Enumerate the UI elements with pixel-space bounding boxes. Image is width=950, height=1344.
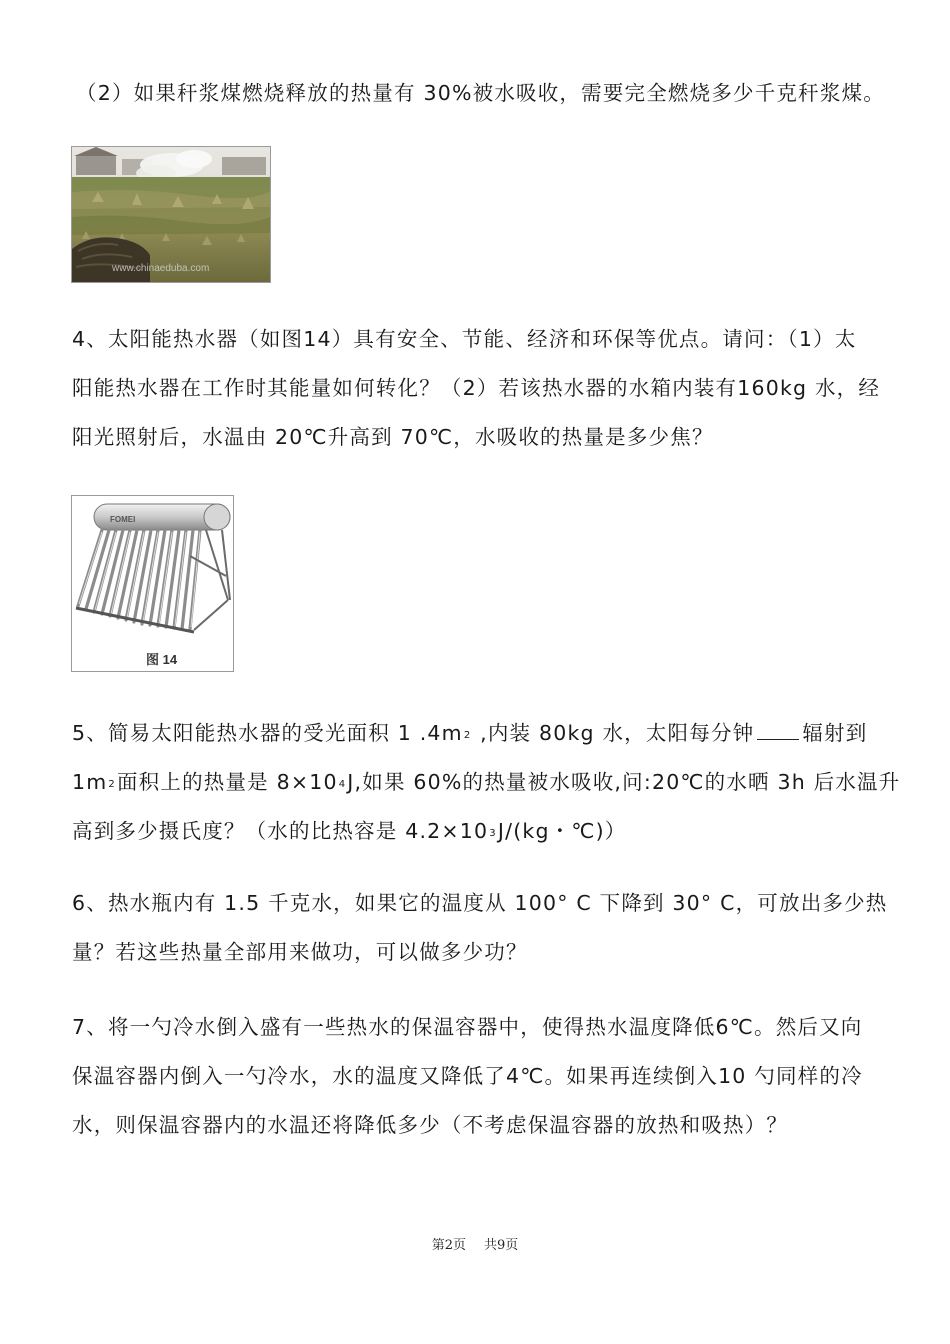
- photo-watermark: www.chinaeduba.com: [112, 263, 210, 274]
- q5-text-line-3: [72, 814, 627, 844]
- q5-line1-part-a: 5、简易太阳能热水器的受光面积 1 .4m: [72, 721, 463, 745]
- q6-text-line-2: 量？若这些热量全部用来做功，可以做多少功？: [72, 940, 528, 964]
- q5-line3-part-a: 高到多少摄氏度？（水的比热容是 4.2×10: [72, 819, 489, 843]
- q5-line1-part-b: ,内装 80kg 水，太阳每分钟: [472, 721, 755, 745]
- q5-line1-part-c: 辐射到: [802, 721, 868, 745]
- q4-text-line-3: 阳光照射后，水温由 20℃升高到 70℃，水吸收的热量是多少焦？: [72, 425, 714, 449]
- field-photo: [71, 146, 271, 283]
- solar-heater-image: [72, 496, 233, 671]
- page-total: 共9页: [484, 1238, 519, 1253]
- page-number: 第2页: [431, 1238, 466, 1253]
- q5-line2-part-b: 面积上的热量是 8×10: [116, 770, 338, 794]
- q3-part2-text: （2）如果秆浆煤燃烧释放的热量有 30%被水吸收，需要完全燃烧多少千克秆浆煤。: [76, 81, 885, 105]
- q5-line2-part-c: J,如果 60%的热量被水吸收,问:20℃的水晒 3h 后水温升: [347, 770, 901, 794]
- tank-brand: FOMEI: [110, 515, 136, 524]
- q7-text-line-3: 水，则保温容器内的水温还将降低多少（不考虑保温容器的放热和吸热）？: [72, 1113, 789, 1137]
- q5-fill-blank[interactable]: [757, 721, 799, 740]
- q5-line3-superscript: 3: [489, 828, 497, 839]
- q4-text-line-1: 4、太阳能热水器（如图14）具有安全、节能、经济和环保等优点。请问：（1）太: [72, 327, 857, 351]
- q5-line2-superscript-1: 2: [108, 779, 116, 790]
- q4-text-line-2: 阳能热水器在工作时其能量如何转化？（2）若该热水器的水箱内装有160kg 水，经: [72, 376, 881, 400]
- q5-text-line-2: [72, 765, 900, 795]
- q7-text-line-1: 7、将一勺冷水倒入盛有一些热水的保温容器中，使得热水温度降低6℃。然后又向: [72, 1015, 863, 1039]
- q5-line1-superscript: 2: [463, 730, 472, 741]
- q7-text-line-2: 保温容器内倒入一勺冷水，水的温度又降低了4℃。如果再连续倒入10 勺同样的冷: [72, 1064, 863, 1088]
- q5-line3-part-b: J/(kg・℃)）: [497, 819, 627, 843]
- q5-line2-superscript-2: 4: [338, 779, 347, 790]
- solar-heater-figure: [71, 495, 234, 672]
- q5-line2-part-a: 1m: [72, 770, 108, 794]
- page-footer: [0, 1234, 950, 1253]
- figure-14-caption: 图 14: [146, 652, 178, 667]
- field-photo-image: [72, 147, 270, 282]
- q6-text-line-1: 6、热水瓶内有 1.5 千克水，如果它的温度从 100° C 下降到 30° C，可放出多少热: [72, 891, 888, 915]
- q5-text-line-1: [72, 716, 867, 746]
